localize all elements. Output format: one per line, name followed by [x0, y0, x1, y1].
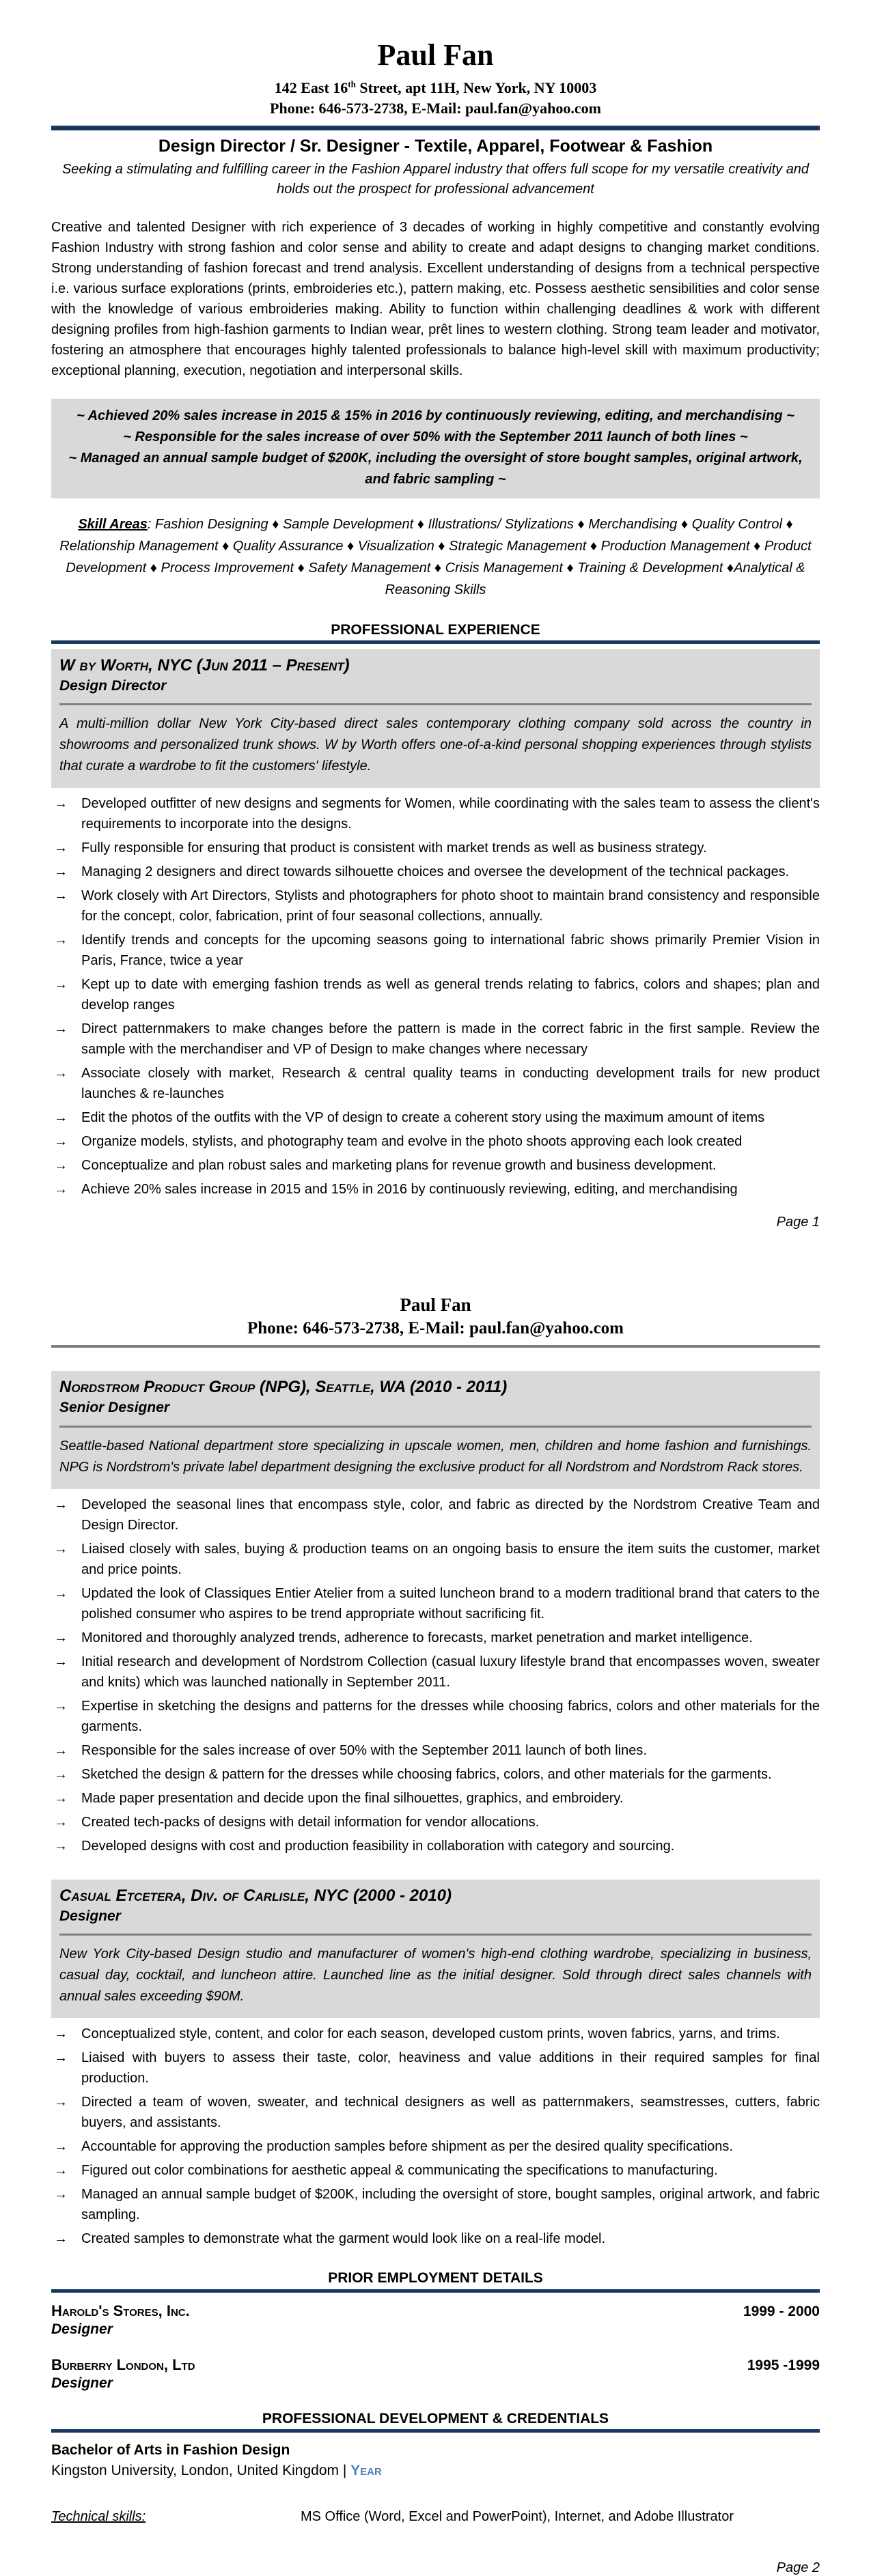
arrow-bullet-icon: → [54, 1790, 68, 1806]
prior-role: Designer [51, 2375, 113, 2391]
prior-row [51, 2302, 820, 2320]
arrow-bullet-icon: → [54, 796, 68, 812]
page-break [51, 1230, 820, 1293]
bullet-text: Managing 2 designers and direct towards silhouette choices and oversee the development of the technical packages. [81, 864, 790, 880]
bullet-text: Accountable for approving the production samples before shipment as per the desired quality specifications. [81, 2139, 733, 2155]
job-casual-header [51, 1880, 820, 2019]
candidate-name: Paul Fan [377, 38, 494, 72]
arrow-bullet-icon: → [54, 1766, 68, 1782]
bullet-item [51, 1131, 820, 1152]
bullet-text: Direct patternmakers to make changes before the pattern is made in the correct fabric in the first sample. Review the sample with the merchandiser and VP of Design to make changes where necessary [81, 1021, 820, 1058]
arrow-bullet-icon: → [54, 2095, 68, 2110]
bullet-text: Liaised with buyers to assess their taste, color, heaviness and value additions in their required samples for final production. [81, 2050, 820, 2086]
page1-header [51, 0, 820, 119]
address-post: Street, apt 11H, New York, NY 10003 [355, 79, 597, 97]
bullet-item [51, 1740, 820, 1761]
prior-years: 1995 -1999 [747, 2357, 820, 2373]
job-role: Designer [59, 1908, 121, 1925]
job-inner-divider [59, 1934, 812, 1936]
objective-statement: Seeking a stimulating and fulfilling career in the Fashion Apparel industry that offers full scope for my versatile creativity and holds out the prospect for professional advancement [61, 161, 810, 197]
prior-employment-entry [51, 2302, 820, 2338]
job-npg-header [51, 1371, 820, 1489]
arrow-bullet-icon: → [54, 933, 68, 948]
section-divider [51, 2429, 820, 2433]
prior-row [51, 2356, 820, 2374]
job-role: Design Director [59, 678, 167, 694]
education-school-text: Kingston University, London, United Kingdom | [51, 2463, 351, 2479]
section-professional-development: PROFESSIONAL DEVELOPMENT & CREDENTIALS [262, 2411, 609, 2427]
bullet-text: Organize models, stylists, and photography team and evolve in the photo shoots approving each look created [81, 1134, 743, 1150]
arrow-bullet-icon: → [54, 2231, 68, 2247]
education-degree: Bachelor of Arts in Fashion Design [51, 2442, 290, 2459]
education-school [51, 2463, 820, 2479]
bullet-item [51, 1107, 820, 1128]
prior-employment-entry [51, 2356, 820, 2392]
arrow-bullet-icon: → [54, 977, 68, 993]
job-company: Nordstrom Product Group (NPG), Seattle, WA (2010 - 2011) [59, 1378, 508, 1397]
bullet-item [51, 1155, 820, 1176]
bullet-item [51, 1583, 820, 1624]
bullet-item [51, 2228, 820, 2249]
arrow-bullet-icon: → [54, 2026, 68, 2042]
bullet-item [51, 862, 820, 882]
job-description: New York City-based Design studio and manufacturer of women's high-end clothing wardrobe, specializing in business, casual day, cocktail, and luncheon attire. Launched line as the initial designer. Sold through direct sales channels with annual sales exceeding $90M. [59, 1947, 812, 2005]
arrow-bullet-icon: → [54, 1158, 68, 1174]
address-pre: 142 East 16 [274, 79, 348, 97]
bullet-text: Kept up to date with emerging fashion trends as well as general trends relating to fabrics, colors and shapes; plan and develop ranges [81, 977, 820, 1013]
header-divider [51, 126, 820, 130]
arrow-bullet-icon: → [54, 1814, 68, 1830]
skill-areas [51, 513, 820, 601]
bullet-text: Liaised closely with sales, buying & production teams on an ongoing basis to ensure the item suits the customer, market and price points. [81, 1541, 820, 1577]
bullet-item [51, 1652, 820, 1693]
bullet-text: Updated the look of Classiques Entier Atelier from a suited luncheon brand to a modern traditional brand that caters to the polished consumer who aspires to be trend appropriate without sacrificing fit. [81, 1585, 820, 1622]
bullet-text: Created samples to demonstrate what the garment would look like on a real-life model. [81, 2231, 606, 2247]
job-casual-bullets [51, 2024, 820, 2249]
bullet-item [51, 974, 820, 1015]
summary-paragraph: Creative and talented Designer with rich experience of 3 decades of working in highly competitive and constantly evolving Fashion Industry with strong fashion and color sense and ability to create and adapt designs to changing market conditions. Strong understanding of fashion forecast and trend analysis. Excellent understanding of designs from a technical perspective i.e. various surface explorations (prints, embroideries etc.), pattern making, etc. Possess aesthetic sensibilities and color sense with the knowledge of various embroideries making. Ability to function within challenging deadlines & work with different designing profiles from high-fashion garments to Indian wear, prêt lines to western clothing. Strong team leader and motivator, fostering an atmosphere that encourages highly talented professionals to balance high-level skill with maximum productivity; exceptional planning, execution, negotiation and interpersonal skills. [51, 219, 820, 378]
skill-areas-list: : Fashion Designing ♦ Sample Development ♦ Illustrations/ Stylizations ♦ Merchandising ♦ Quality Control ♦ Relationship Management ♦ Quality Assurance ♦ Visualization ♦ Strategic Management ♦ Production Management ♦ Product Development ♦ Process Improvement ♦ Safety Management ♦ Crisis Management ♦ Training & Development ♦Analytical & Reasoning Skills [59, 516, 812, 597]
bullet-item [51, 838, 820, 858]
address-ordinal: th [348, 79, 356, 89]
bullet-text: Associate closely with market, Research & central quality teams in conducting development trails for new product launches & re-launches [81, 1066, 820, 1102]
arrow-bullet-icon: → [54, 1630, 68, 1645]
bullet-item [51, 2136, 820, 2157]
arrow-bullet-icon: → [54, 2139, 68, 2155]
achievements-box [51, 399, 820, 498]
arrow-bullet-icon: → [54, 1182, 68, 1198]
role-title: Design Director / Sr. Designer - Textile, Apparel, Footwear & Fashion [158, 136, 713, 156]
bullet-item [51, 1764, 820, 1785]
job-wbyworth-bullets [51, 793, 820, 1200]
job-inner-divider [59, 703, 812, 705]
section-divider [51, 640, 820, 644]
bullet-text: Responsible for the sales increase of over 50% with the September 2011 launch of both lines. [81, 1742, 647, 1758]
bullet-text: Conceptualized style, content, and color for each season, developed custom prints, woven fabrics, yarns, and trims. [81, 2026, 780, 2042]
candidate-name: Paul Fan [400, 1294, 471, 1316]
bullet-text: Developed designs with cost and production feasibility in collaboration with category and sourcing. [81, 1838, 675, 1854]
bullet-text: Work closely with Art Directors, Stylists and photographers for photo shoot to maintain brand consistency and responsible for the concept, color, fabrication, print of four seasonal collections, annually. [81, 888, 820, 924]
bullet-text: Figured out color combinations for aesthetic appeal & communicating the specifications to manufacturing. [81, 2163, 718, 2179]
arrow-bullet-icon: → [54, 2187, 68, 2203]
bullet-item [51, 2048, 820, 2089]
contact-line: Phone: 646-573-2738, E-Mail: paul.fan@yahoo.com [247, 1318, 624, 1337]
technical-skills-label: Technical skills: [51, 2509, 146, 2525]
page2-header [51, 1293, 820, 1340]
job-inner-divider [59, 1426, 812, 1428]
bullet-text: Identify trends and concepts for the upcoming seasons going to international fabric shows primarily Premier Vision in Paris, France, twice a year [81, 933, 820, 969]
arrow-bullet-icon: → [54, 1654, 68, 1669]
bullet-item [51, 1539, 820, 1580]
job-wbyworth-header [51, 649, 820, 789]
bullet-item [51, 1696, 820, 1737]
arrow-bullet-icon: → [54, 1066, 68, 1081]
achievement-line: ~ Achieved 20% sales increase in 2015 & 15% in 2016 by continuously reviewing, editing, and merchandising ~ [77, 408, 794, 423]
bullet-text: Developed the seasonal lines that encompass style, color, and fabric as directed by the Nordstrom Creative Team and Design Director. [81, 1497, 820, 1533]
arrow-bullet-icon: → [54, 1742, 68, 1758]
bullet-text: Managed an annual sample budget of $200K, including the oversight of store, bought samples, original artwork, and fabric sampling. [81, 2187, 820, 2223]
bullet-item [51, 2092, 820, 2133]
bullet-item [51, 1019, 820, 1060]
job-role: Senior Designer [59, 1400, 170, 1416]
bullet-text: Monitored and thoroughly analyzed trends, adherence to forecasts, market penetration and market intelligence. [81, 1630, 753, 1645]
job-npg-bullets [51, 1495, 820, 1856]
prior-company: Harold's Stores, Inc. [51, 2302, 190, 2319]
bullet-item [51, 793, 820, 834]
bullet-text: Made paper presentation and decide upon the final silhouettes, graphics, and embroidery. [81, 1790, 624, 1806]
page2-header-divider [51, 1345, 820, 1348]
arrow-bullet-icon: → [54, 1110, 68, 1126]
prior-role: Designer [51, 2321, 113, 2337]
achievement-line: ~ Managed an annual sample budget of $200K, including the oversight of store bought samples, original artwork, and fabric sampling ~ [68, 450, 803, 487]
bullet-item [51, 1836, 820, 1856]
job-company: Casual Etcetera, Div. of Carlisle, NYC (2000 - 2010) [59, 1886, 452, 1905]
arrow-bullet-icon: → [54, 1541, 68, 1557]
arrow-bullet-icon: → [54, 1497, 68, 1512]
bullet-item [51, 1788, 820, 1809]
prior-company: Burberry London, Ltd [51, 2355, 195, 2373]
bullet-item [51, 1628, 820, 1648]
arrow-bullet-icon: → [54, 1585, 68, 1601]
arrow-bullet-icon: → [54, 1021, 68, 1037]
bullet-item [51, 1063, 820, 1104]
bullet-text: Edit the photos of the outfits with the VP of design to create a coherent story using the maximum amount of items [81, 1110, 765, 1126]
page2-footer: Page 2 [776, 2560, 820, 2576]
bullet-text: Directed a team of woven, sweater, and technical designers as well as patternmakers, seamstresses, cutters, fabric buyers, and assistants. [81, 2095, 820, 2131]
section-professional-experience: PROFESSIONAL EXPERIENCE [331, 621, 540, 638]
bullet-text: Initial research and development of Nordstrom Collection (casual luxury lifestyle brand that encompasses woven, sweater and knits) which was launched nationally in September 2011. [81, 1654, 820, 1690]
bullet-text: Fully responsible for ensuring that product is consistent with market trends as well as business strategy. [81, 840, 707, 856]
bullet-item [51, 2160, 820, 2181]
bullet-text: Conceptualize and plan robust sales and marketing plans for revenue growth and business development. [81, 1158, 717, 1174]
job-company: W by Worth, NYC (Jun 2011 – Present) [59, 655, 350, 675]
contact-line: Phone: 646-573-2738, E-Mail: paul.fan@yahoo.com [270, 99, 601, 117]
prior-years: 1999 - 2000 [743, 2303, 820, 2319]
arrow-bullet-icon: → [54, 2163, 68, 2179]
bullet-item [51, 2024, 820, 2044]
arrow-bullet-icon: → [54, 2050, 68, 2066]
section-divider [51, 2289, 820, 2293]
arrow-bullet-icon: → [54, 1134, 68, 1150]
arrow-bullet-icon: → [54, 888, 68, 904]
bullet-item [51, 930, 820, 971]
bullet-text: Developed outfitter of new designs and segments for Women, while coordinating with the sales team to assess the client's requirements to incorporate into the designs. [81, 796, 820, 832]
bullet-item [51, 1495, 820, 1535]
arrow-bullet-icon: → [54, 1698, 68, 1714]
skill-areas-label: Skill Areas [78, 516, 148, 532]
arrow-bullet-icon: → [54, 864, 68, 880]
bullet-item [51, 886, 820, 926]
arrow-bullet-icon: → [54, 1838, 68, 1854]
job-description: A multi-million dollar New York City-based direct sales contemporary clothing company sold across the country in showrooms and personalized trunk shows. W by Worth offers one-of-a-kind personal shopping experiences through stylists that curate a wardrobe to fit the customers' lifestyle. [59, 716, 812, 774]
section-prior-employment: PRIOR EMPLOYMENT DETAILS [328, 2270, 543, 2287]
bullet-item [51, 1812, 820, 1832]
job-description: Seattle-based National department store specializing in upscale women, men, children and home fashion and furnishings. NPG is Nordstrom's private label department designing the exclusive product for all Nordstrom and Nordstrom Rack stores. [59, 1438, 812, 1475]
technical-skills-row [51, 2509, 820, 2525]
bullet-text: Achieve 20% sales increase in 2015 and 15% in 2016 by continuously reviewing, editing, and merchandising [81, 1182, 738, 1198]
bullet-text: Expertise in sketching the designs and patterns for the dresses while choosing fabrics, colors and other materials for the garments. [81, 1698, 820, 1734]
education-year-placeholder: Year [350, 2463, 382, 2479]
bullet-text: Created tech-packs of designs with detail information for vendor allocations. [81, 1814, 540, 1830]
bullet-item [51, 2184, 820, 2225]
bullet-text: Sketched the design & pattern for the dresses while choosing fabrics, colors, and other materials for the garments. [81, 1766, 772, 1782]
achievement-line: ~ Responsible for the sales increase of over 50% with the September 2011 launch of both lines ~ [123, 429, 748, 444]
arrow-bullet-icon: → [54, 840, 68, 856]
bullet-item [51, 1179, 820, 1200]
technical-skills-value: MS Office (Word, Excel and PowerPoint), Internet, and Adobe Illustrator [301, 2509, 734, 2525]
address-line [51, 78, 820, 98]
page1-footer: Page 1 [776, 1215, 820, 1230]
